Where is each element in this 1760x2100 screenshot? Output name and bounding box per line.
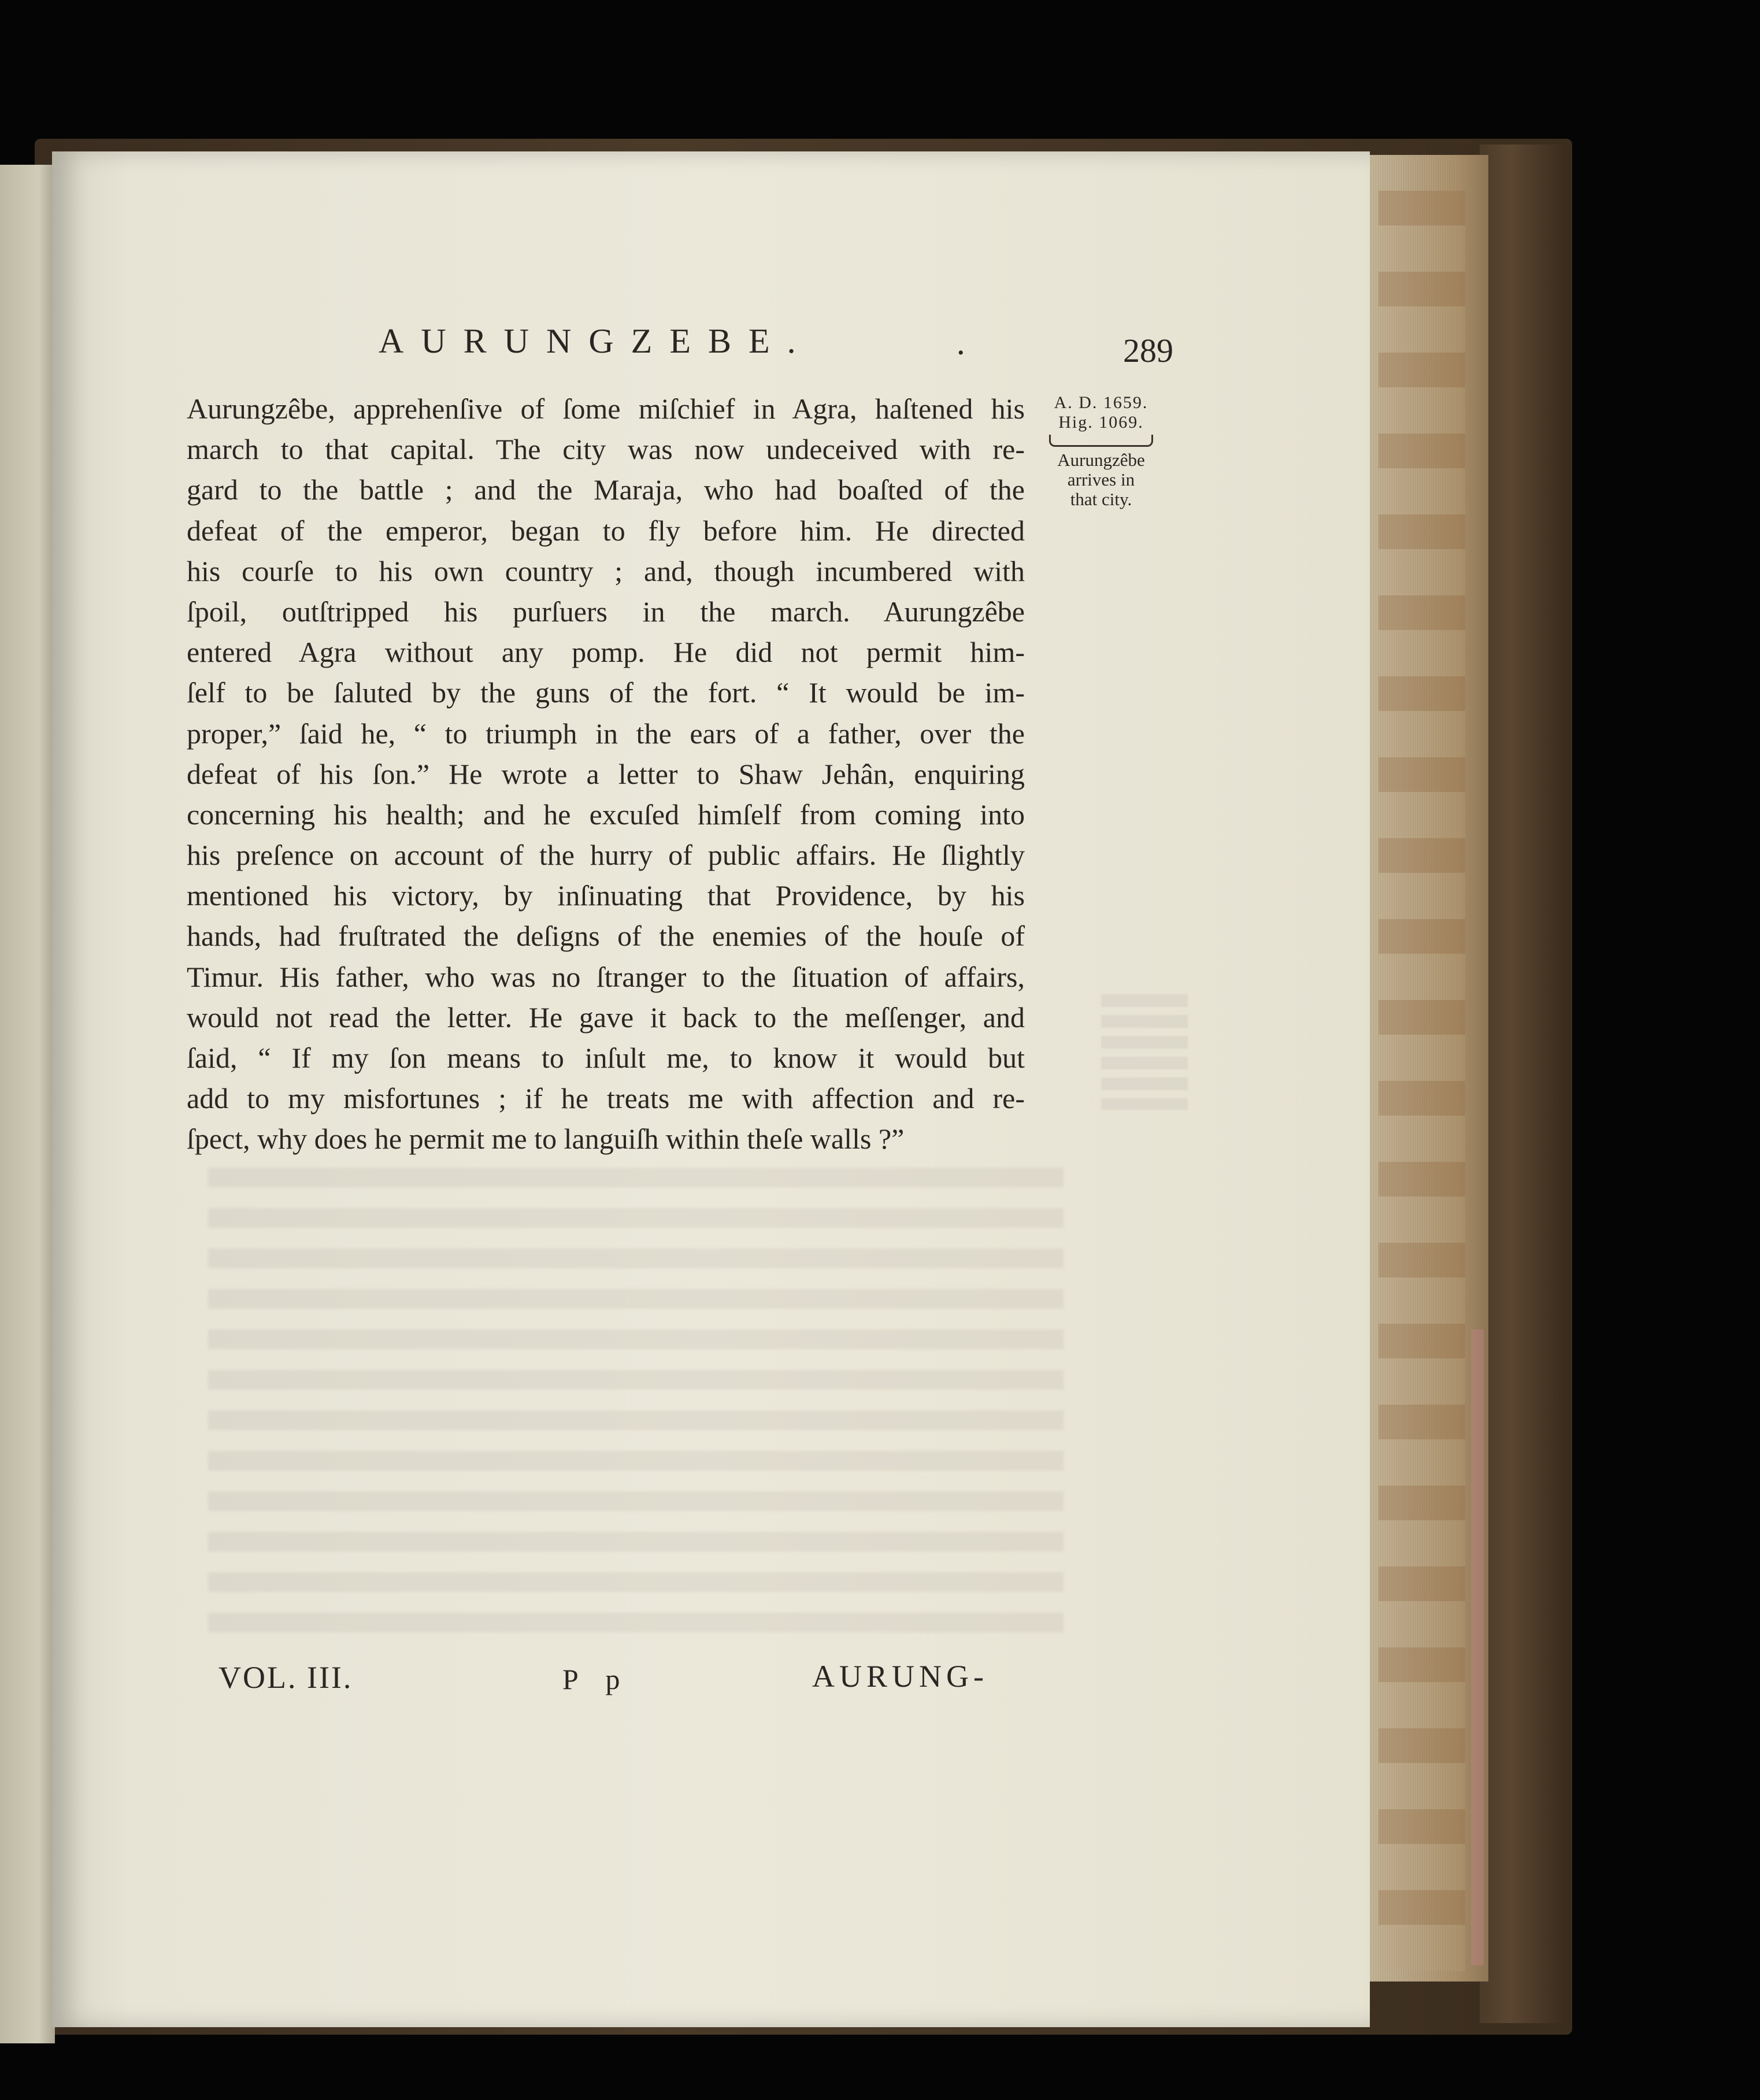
margin-date-hijri: Hig. 1069.: [1058, 413, 1144, 432]
body-line: defeat of the emperor, began to fly before him. He directed: [187, 514, 1025, 547]
body-line: would not read the letter. He gave it back to the meſſenger, and: [187, 1001, 1025, 1034]
body-line: Aurungzêbe, apprehenſive of ſome miſchief in Agra, haſtened his: [187, 392, 1025, 425]
body-line: ſaid, “ If my ſon means to inſult me, to know it would but: [187, 1042, 1025, 1074]
body-line: his preſence on account of the hurry of public affairs. He ſlightly: [187, 839, 1025, 872]
signature-mark: P p: [562, 1663, 631, 1695]
margin-brace: [1049, 435, 1153, 447]
margin-date-ad: A. D. 1659.: [1054, 393, 1148, 412]
body-line: concerning his health; and he excuſed himſelf from coming into: [187, 798, 1025, 831]
margin-note: [1043, 393, 1159, 509]
margin-note-line: that city.: [1070, 489, 1132, 509]
body-line: ſpoil, outſtripped his purſuers in the march. Aurungzêbe: [187, 595, 1025, 628]
body-line: add to my misfortunes ; if he treats me with affection and re-: [187, 1082, 1025, 1115]
body-line: mentioned his victory, by inſinuating that Providence, by his: [187, 879, 1025, 912]
body-text: [187, 388, 1025, 1160]
body-line: his courſe to his own country ; and, though incumbered with: [187, 554, 1025, 587]
page-number: 289: [1123, 332, 1173, 369]
body-line: march to that capital. The city was now undeceived with re-: [187, 433, 1025, 466]
show-through-text: [208, 1168, 1064, 1642]
margin-note-line: Aurungzêbe: [1057, 450, 1145, 470]
show-through-margin-note: [1101, 994, 1188, 1110]
volume-label: VOL. III.: [218, 1660, 353, 1695]
body-line: hands, had fruſtrated the deſigns of the enemies of the houſe of: [187, 920, 1025, 953]
body-line: Timur. His father, who was no ſtranger to the ſituation of affairs,: [187, 960, 1025, 993]
page-block-tint: [1471, 1329, 1484, 1965]
catchword: AURUNG-: [812, 1659, 988, 1694]
facing-page-edge: [0, 165, 55, 2043]
body-line: ſelf to be ſaluted by the guns of the fort. “ It would be im-: [187, 676, 1025, 709]
page-block-stain: [1379, 191, 1465, 1971]
book-board-edge: [1480, 145, 1566, 2023]
body-line: proper,” ſaid he, “ to triumph in the ears of a father, over the: [187, 717, 1025, 750]
head-ornament: •: [958, 343, 964, 362]
body-line: ſpect, why does he permit me to languiſh within theſe walls ?”: [187, 1123, 905, 1155]
body-line: defeat of his ſon.” He wrote a letter to Shaw Jehân, enquiring: [187, 757, 1025, 790]
running-head: AURUNGZEBE.: [379, 322, 813, 360]
body-line: entered Agra without any pomp. He did not permit him-: [187, 636, 1025, 669]
margin-note-line: arrives in: [1067, 469, 1135, 490]
body-line: gard to the battle ; and the Maraja, who had boaſted of the: [187, 473, 1025, 506]
